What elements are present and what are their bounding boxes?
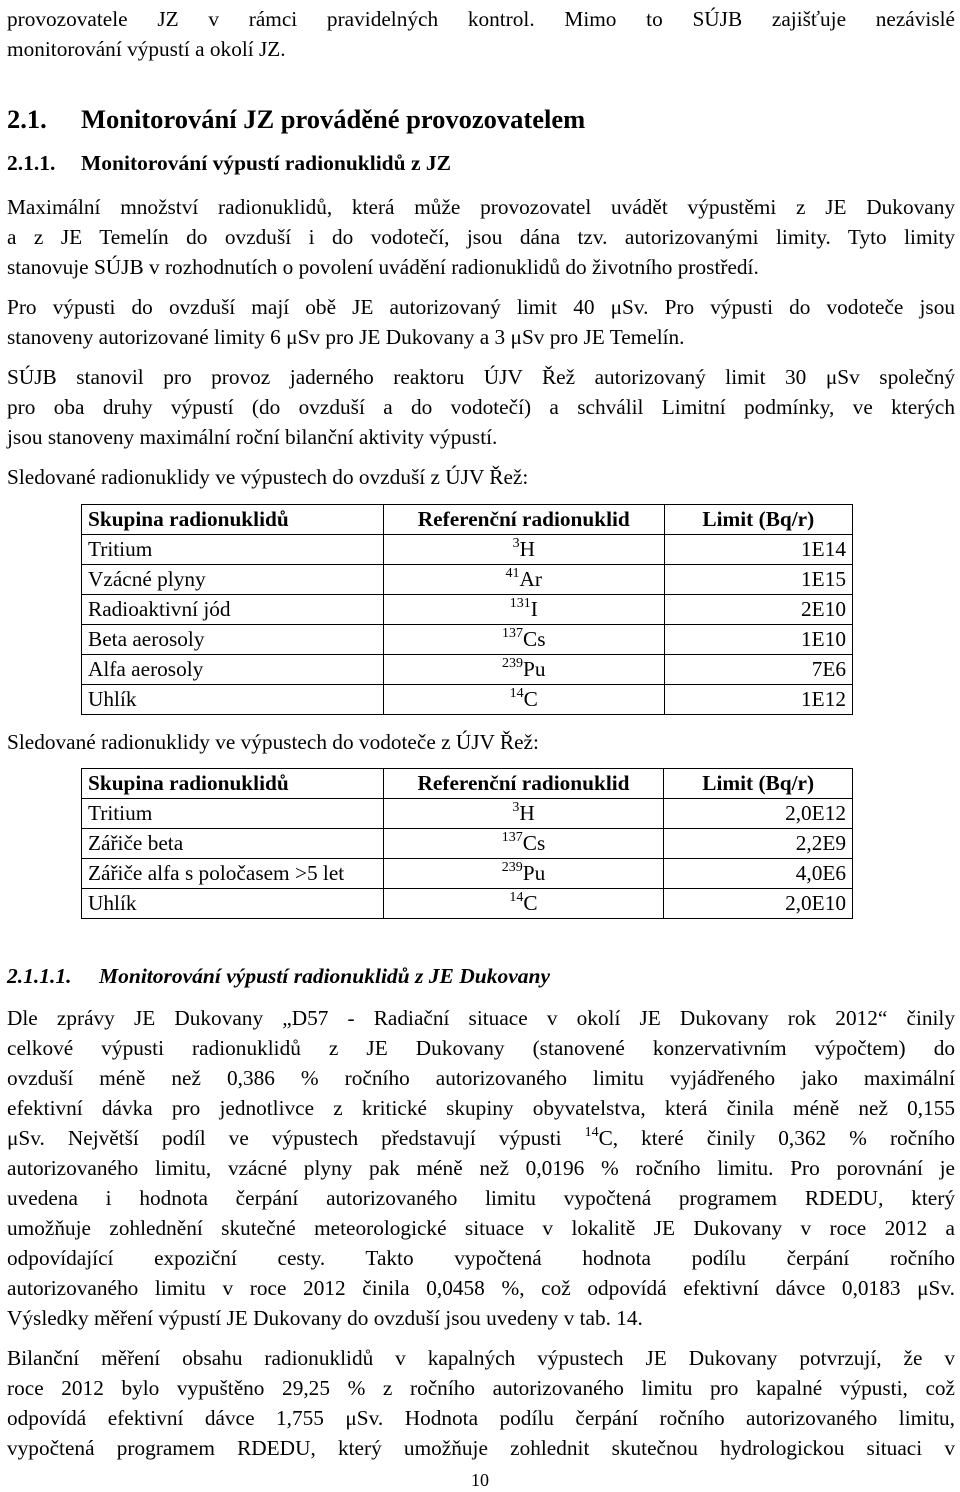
nuclide-cell: $^{131}$I	[383, 595, 664, 625]
para2-line-2: stanoveny autorizované limity 6 μSv pro JE Dukovany a 3 μSv pro JE Temelín.	[7, 325, 685, 349]
table-row	[82, 655, 853, 685]
nuclide-cell: $^{239}$Pu	[383, 859, 664, 889]
table-row	[82, 535, 853, 565]
limit-cell: 1E15	[664, 565, 852, 595]
table-header-cell: Skupina radionuklidů	[82, 505, 384, 535]
nuclide-cell: $^{137}$Cs	[383, 829, 664, 859]
nuclide-cell: $^{41}$Ar	[383, 565, 664, 595]
para4-line-10: autorizovaného limitu v roce 2012 činila 0,0458 %, což odpovídá efektivní dávce 0,0183 μSv.	[7, 1276, 955, 1300]
page-number: 10	[471, 1470, 489, 1490]
group-cell: Alfa aerosoly	[82, 655, 384, 685]
para5-line-3: odpovídá efektivní dávce 1,755 μSv. Hodnota podílu čerpání ročního autorizovaného limitu,	[7, 1406, 955, 1430]
table-air-caption: Sledované radionuklidy ve výpustech do ovzduší z ÚJV Řež:	[7, 465, 529, 489]
group-cell: Uhlík	[82, 685, 384, 715]
nuclide-cell: $^3$H	[383, 799, 664, 829]
para3-line-3: jsou stanoveny maximální roční bilanční aktivity výpustí.	[7, 425, 498, 449]
limit-cell: 1E14	[664, 535, 852, 565]
table-row	[82, 799, 853, 829]
para4-line-8: umožňuje zohlednění skutečné meteorologické situace v lokalitě JE Dukovany v roce 2012 a	[7, 1216, 955, 1240]
limit-cell: 1E10	[664, 625, 852, 655]
table-header-row	[82, 505, 853, 535]
para2-line-1: Pro výpusti do ovzduší mají obě JE autorizovaný limit 40 μSv. Pro výpusti do vodoteče jsou	[7, 295, 955, 319]
table-header-cell: Referenční radionuklid	[383, 505, 664, 535]
para4-line-11: Výsledky měření výpustí JE Dukovany do ovzduší jsou uvedeny v tab. 14.	[7, 1306, 643, 1330]
section-heading-2-1-1: 2.1.1. Monitorování výpustí radionuklidů z JZ	[7, 151, 451, 175]
table-header-cell: Skupina radionuklidů	[82, 769, 384, 799]
table-row	[82, 565, 853, 595]
table-header-row	[82, 769, 853, 799]
nuclide-cell: $^3$H	[383, 535, 664, 565]
table-water-caption: Sledované radionuklidy ve výpustech do vodoteče z ÚJV Řež:	[7, 730, 539, 754]
nuclide-cell: $^{239}$Pu	[383, 655, 664, 685]
group-cell: Beta aerosoly	[82, 625, 384, 655]
limit-cell: 2,0E12	[664, 799, 853, 829]
para3-line-2: pro oba druhy výpustí (do ovzduší a do vodotečí) a schválil Limitní podmínky, ve kterých	[7, 395, 955, 419]
para4-line-1: Dle zprávy JE Dukovany „D57 - Radiační situace v okolí JE Dukovany rok 2012“ činily	[7, 1006, 955, 1030]
table-row	[82, 889, 853, 919]
group-cell: Uhlík	[82, 889, 384, 919]
limit-cell: 1E12	[664, 685, 852, 715]
group-cell: Tritium	[82, 799, 384, 829]
para4-line-6: autorizovaného limitu, vzácné plyny pak méně než 0,0196 % ročního limitu. Pro porovnání je	[7, 1156, 955, 1180]
para4-line-4: efektivní dávka pro jednotlivce z kritické skupiny obyvatelstva, která činila méně než 0,155	[7, 1096, 955, 1120]
para1-line-2: a z JE Temelín do ovzduší i do vodotečí, jsou dána tzv. autorizovanými limity. Tyto limity	[7, 225, 955, 249]
section-heading-2-1: 2.1. Monitorování JZ prováděné provozovatelem	[7, 104, 586, 134]
table-header-cell: Referenční radionuklid	[383, 769, 664, 799]
para4-line-7: uvedena i hodnota čerpání autorizovaného limitu vypočtená programem RDEDU, který	[7, 1186, 955, 1210]
table-row	[82, 829, 853, 859]
table-row	[82, 685, 853, 715]
group-cell: Zářiče alfa s poločasem >5 let	[82, 859, 384, 889]
para4-line-5: μSv. Největší podíl ve výpustech představují výpusti $^{14}$C, které činily 0,362 % ročního	[7, 1125, 956, 1150]
nuclide-cell: $^{137}$Cs	[383, 625, 664, 655]
nuclide-cell: $^{14}$C	[383, 889, 664, 919]
para5-line-1: Bilanční měření obsahu radionuklidů v kapalných výpustech JE Dukovany potvrzují, že v	[7, 1346, 955, 1370]
table-header-cell: Limit (Bq/r)	[664, 769, 853, 799]
para3-line-1: SÚJB stanovil pro provoz jaderného reaktoru ÚJV Řež autorizovaný limit 30 μSv společný	[7, 365, 955, 389]
limit-cell: 2,0E10	[664, 889, 853, 919]
group-cell: Vzácné plyny	[82, 565, 384, 595]
group-cell: Zářiče beta	[82, 829, 384, 859]
limit-cell: 2E10	[664, 595, 852, 625]
table-water	[81, 768, 853, 919]
para4-line-2: celkové výpusti radionuklidů z JE Dukovany (stanovené konzervativním výpočtem) do	[7, 1036, 955, 1060]
intro-line-2: monitorování výpustí a okolí JZ.	[7, 37, 286, 61]
table-air	[81, 504, 853, 715]
group-cell: Radioaktivní jód	[82, 595, 384, 625]
limit-cell: 7E6	[664, 655, 852, 685]
limit-cell: 4,0E6	[664, 859, 853, 889]
group-cell: Tritium	[82, 535, 384, 565]
para1-line-3: stanovuje SÚJB v rozhodnutích o povolení uvádění radionuklidů do životního prostředí.	[7, 255, 759, 279]
para4-line-9: odpovídající expoziční cesty. Takto vypočtená hodnota podílu čerpání ročního	[7, 1246, 955, 1270]
para1-line-1: Maximální množství radionuklidů, která může provozovatel uvádět výpustěmi z JE Dukovany	[7, 195, 955, 219]
table-row	[82, 625, 853, 655]
limit-cell: 2,2E9	[664, 829, 853, 859]
table-row	[82, 859, 853, 889]
intro-line-1: provozovatele JZ v rámci pravidelných kontrol. Mimo to SÚJB zajišťuje nezávislé	[7, 7, 955, 31]
para5-line-2: roce 2012 bylo vypuštěno 29,25 % z ročního autorizovaného limitu pro kapalné výpusti, což	[7, 1376, 955, 1400]
para4-line-3: ovzduší méně než 0,386 % ročního autorizovaného limitu vyjádřeného jako maximální	[7, 1066, 955, 1090]
para5-line-4: vypočtená programem RDEDU, který umožňuje zohlednit skutečnou hydrologickou situaci v	[7, 1436, 955, 1460]
nuclide-cell: $^{14}$C	[383, 685, 664, 715]
table-row	[82, 595, 853, 625]
section-heading-2-1-1-1: 2.1.1.1. Monitorování výpustí radionuklidů z JE Dukovany	[7, 964, 550, 988]
table-header-cell: Limit (Bq/r)	[664, 505, 852, 535]
